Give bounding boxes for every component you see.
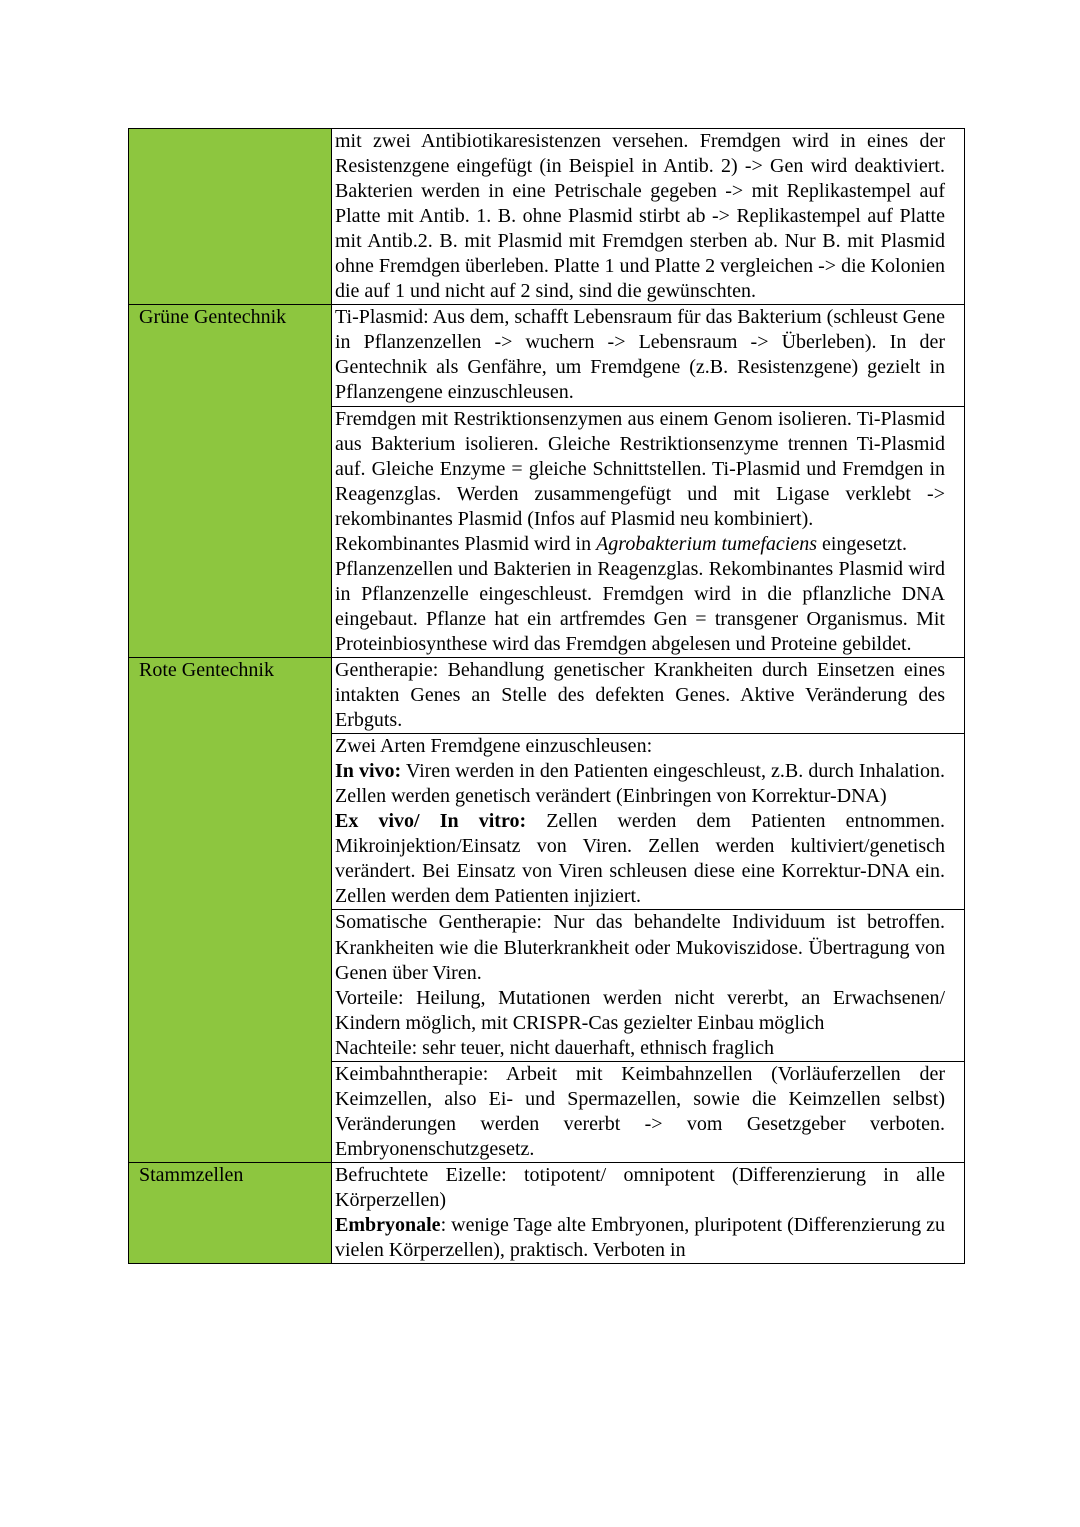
table-row	[129, 657, 965, 733]
content-cell	[332, 734, 965, 910]
content-cell	[332, 1162, 965, 1263]
content-cell	[332, 910, 965, 1061]
paragraph	[335, 1213, 945, 1263]
bold-term: In vivo:	[335, 760, 402, 783]
bold-term: Embryonale	[335, 1214, 441, 1237]
content-cell	[332, 129, 965, 305]
text-run: eingesetzt.	[816, 532, 907, 555]
paragraph	[335, 532, 945, 557]
text-run: : wenige Tage alte Embryonen, pluripotent (Differenzierung zu vielen Körperzellen), praktisch. Verboten in	[335, 1214, 945, 1262]
notes-table	[128, 128, 965, 1264]
paragraph: Nachteile: sehr teuer, nicht dauerhaft, ethnisch fraglich	[335, 1036, 775, 1059]
table-row	[129, 1162, 965, 1263]
paragraph: mit zwei Antibiotikaresistenzen versehen. Fremdgen wird in eines der Resistenzgene eingefügt (in Beispiel in Antib. 2) -> Gen wird deaktiviert. Bakterien werden in eine Petrischale gegeben -> mit Replikastempel auf Platte mit Antib. 1. B. ohne Plasmid stirbt ab -> Replikastempel auf Platte mit Antib.2. B. mit Plasmid mit Fremdgen sterben ab. Nur B. mit Plasmid ohne Fremdgen überleben. Platte 1 und Platte 2 vergleichen -> die Kolonien die auf 1 und nicht auf 2 sind, sind die gewünschten.	[335, 130, 945, 303]
paragraph: Fremdgen mit Restriktionsenzymen aus einem Genom isolieren. Ti-Plasmid aus Bakterium isolieren. Gleiche Restriktionsenzyme trennen Ti-Plasmid auf. Gleiche Enzyme = gleiche Schnittstellen. Ti-Plasmid und Fremdgen in Reagenzglas. Werden zusammengefügt und mit Ligase verklebt -> rekombinantes Plasmid (Infos auf Plasmid neu kombiniert).	[335, 407, 945, 530]
text-run: Zellen werden dem Patienten entnommen. Mikroinjektion/Einsatz von Viren. Zellen werden kultiviert/genetisch verändert. Bei Einsatz von Viren schleusen diese eine Korrektur-DNA ein. Zellen werden dem Patienten injiziert.	[335, 810, 945, 908]
paragraph: Vorteile: Heilung, Mutationen werden nicht vererbt, an Erwachsenen/ Kindern möglich, mit CRISPR-Cas gezielter Einbau möglich	[335, 986, 945, 1034]
topic-cell-continuation	[129, 129, 332, 305]
species-name: Agrobakterium tumefaciens	[596, 532, 817, 555]
paragraph: Somatische Gentherapie: Nur das behandelte Individuum ist betroffen. Krankheiten wie die Bluterkrankheit oder Mukoviszidose. Übertragung von Genen über Viren.	[335, 911, 945, 984]
content-cell	[332, 406, 965, 657]
topic-label-stammzellen: Stammzellen	[129, 1162, 332, 1263]
content-cell	[332, 1061, 965, 1162]
paragraph: Pflanzenzellen und Bakterien in Reagenzglas. Rekombinantes Plasmid wird in Pflanzenzelle eingeschleust. Fremdgen wird in die pflanzliche DNA eingebaut. Pflanze hat ein artfremdes Gen = transgener Organismus. Mit Proteinbiosynthese wird das Fremdgen abgelesen und Proteine gebildet.	[335, 557, 945, 655]
table-row	[129, 305, 965, 406]
paragraph: Keimbahntherapie: Arbeit mit Keimbahnzellen (Vorläuferzellen der Keimzellen, also Ei- und Spermazellen, sowie die Keimzellen selbst) Veränderungen werden vererbt -> vom Gesetzgeber verboten. Embryonenschutzgesetz.	[335, 1062, 945, 1160]
topic-label-rote-gentechnik: Rote Gentechnik	[129, 657, 332, 1162]
paragraph: Ti-Plasmid: Aus dem, schafft Lebensraum für das Bakterium (schleust Gene in Pflanzenzellen -> wuchern -> Lebensraum -> Überleben). In der Gentechnik als Genfähre, um Fremdgene (z.B. Resistenzgene) gezielt in Pflanzengene einzuschleusen.	[335, 306, 945, 404]
content-cell	[332, 657, 965, 733]
table-row	[129, 129, 965, 305]
paragraph: Zwei Arten Fremdgene einzuschleusen:	[335, 735, 653, 758]
bold-term: Ex vivo/ In vitro:	[335, 810, 527, 833]
paragraph: Gentherapie: Behandlung genetischer Krankheiten durch Einsetzen eines intakten Genes an Stelle des defekten Genes. Aktive Veränderung des Erbguts.	[335, 658, 945, 732]
paragraph: Befruchtete Eizelle: totipotent/ omnipotent (Differenzierung in alle Körperzellen)	[335, 1163, 945, 1211]
content-cell	[332, 305, 965, 406]
topic-label-gruene-gentechnik: Grüne Gentechnik	[129, 305, 332, 658]
text-run: Rekombinantes Plasmid wird in	[335, 532, 597, 555]
paragraph	[335, 809, 945, 909]
text-run: Viren werden in den Patienten eingeschleust, z.B. durch Inhalation. Zellen werden genetisch verändert (Einbringen von Korrektur-DNA)	[335, 760, 945, 808]
paragraph	[335, 759, 945, 809]
